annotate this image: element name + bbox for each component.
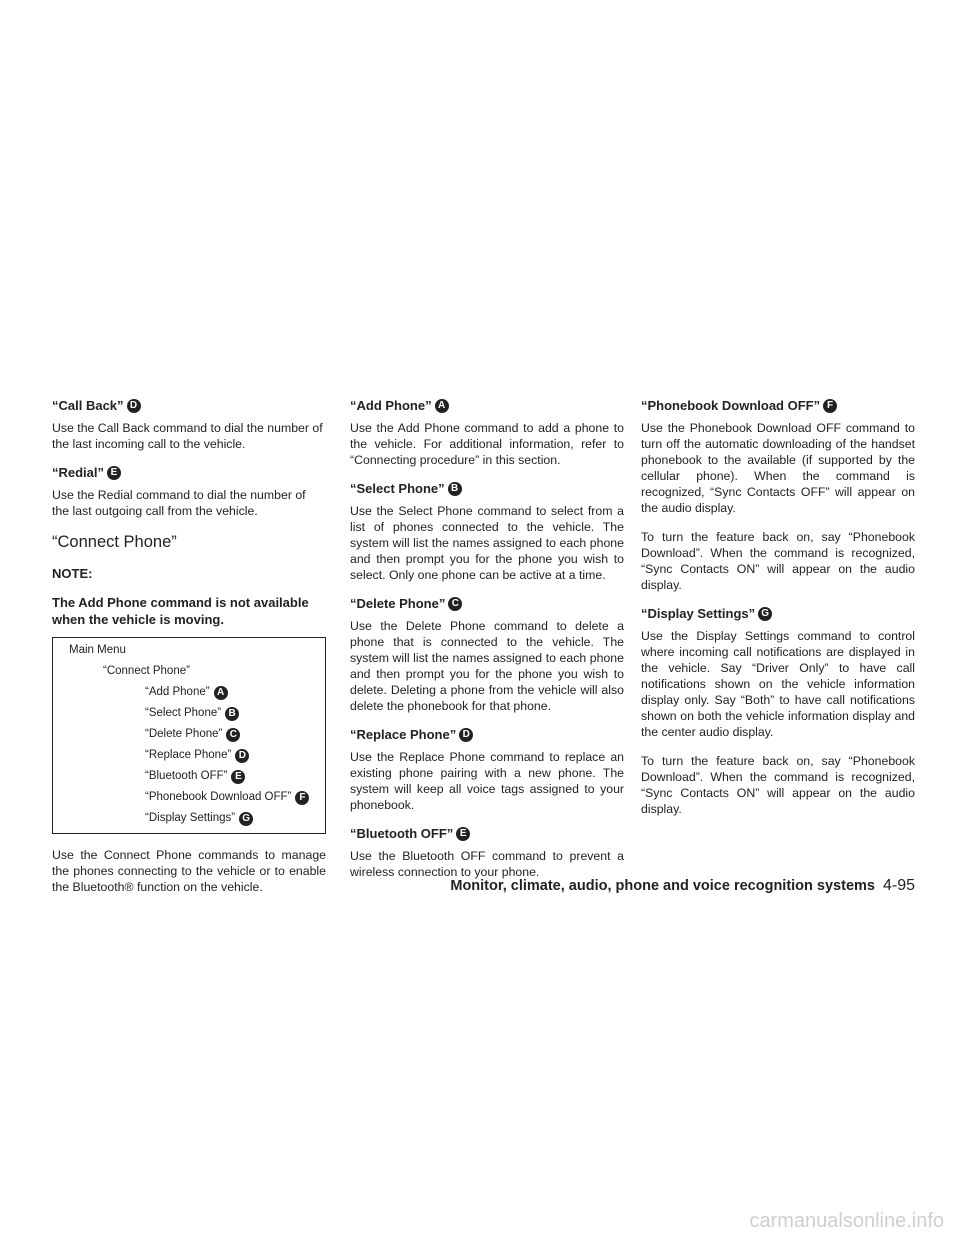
menu-item: “Select Phone” B	[69, 706, 325, 721]
menu-item: “Bluetooth OFF” E	[69, 769, 325, 784]
badge-f: F	[823, 399, 837, 413]
select-phone-text: Use the Select Phone command to select from a list of phones connected to the vehicle. The system will list the names assigned to each phone and then prompt you for the phone you wish to select. Only one phone can be active at a time.	[350, 504, 624, 582]
badge-e: E	[231, 770, 245, 784]
badge-f: F	[295, 791, 309, 805]
add-phone-text: Use the Add Phone command to add a phone to the vehicle. For additional information, refer to “Connecting procedure” in this section.	[350, 421, 624, 467]
menu-level1: “Connect Phone”	[103, 665, 190, 677]
redial-text: Use the Redial command to dial the number of the last outgoing call from the vehicle.	[52, 488, 306, 518]
menu-item: “Add Phone” A	[69, 685, 325, 700]
badge-c: C	[226, 728, 240, 742]
section-title: “Connect Phone”	[52, 533, 177, 551]
delete-phone-text: Use the Delete Phone command to delete a phone that is connected to the vehicle. The system will list the names assigned to each phone and then prompt you for the phone you wish to delete. Deleting a phone from the vehicle will also delete the phonebook for that phone.	[350, 619, 624, 713]
call-back-text: Use the Call Back command to dial the number of the last incoming call to the vehicle.	[52, 421, 323, 451]
page-footer	[425, 877, 915, 895]
menu-item: “Replace Phone” D	[69, 748, 325, 763]
call-back-heading: “Call Back” D	[52, 398, 326, 414]
badge-g: G	[239, 812, 253, 826]
badge-d: D	[459, 728, 473, 742]
menu-root: Main Menu	[69, 644, 126, 656]
page-number: 4-95	[882, 877, 915, 894]
bluetooth-off-text: Use the Bluetooth OFF command to prevent a wireless connection to your phone.	[350, 849, 624, 879]
bluetooth-off-heading: “Bluetooth OFF” E	[350, 826, 624, 842]
badge-a: A	[214, 686, 228, 700]
column-2	[350, 398, 624, 893]
badge-e: E	[107, 466, 121, 480]
note-label: NOTE:	[52, 566, 93, 581]
footer-chapter-title: Monitor, climate, audio, phone and voice recognition systems	[450, 878, 875, 894]
menu-tree-box	[52, 637, 326, 834]
delete-phone-heading: “Delete Phone” C	[350, 596, 624, 612]
replace-phone-text: Use the Replace Phone command to replace an existing phone pairing with a new phone. The system will keep all voice tags assigned to your phonebook.	[350, 750, 624, 812]
menu-item: “Phonebook Download OFF” F	[69, 790, 325, 805]
badge-b: B	[225, 707, 239, 721]
badge-g: G	[758, 607, 772, 621]
watermark: carmanualsonline.info	[749, 1210, 944, 1232]
select-phone-heading: “Select Phone” B	[350, 481, 624, 497]
phonebook-download-off-text: Use the Phonebook Download OFF command to turn off the automatic downloading of the handset phonebook to the available (if supported by the cellular phone). When the command is recognized, “Sync Contacts OFF” will appear on the audio display.	[641, 421, 915, 515]
menu-item: “Delete Phone” C	[69, 727, 325, 742]
column-3	[641, 398, 915, 830]
badge-c: C	[448, 597, 462, 611]
badge-e: E	[456, 827, 470, 841]
add-phone-heading: “Add Phone” A	[350, 398, 624, 414]
badge-a: A	[435, 399, 449, 413]
connect-text: Use the Connect Phone commands to manage the phones connecting to the vehicle or to enable the Bluetooth® function on the vehicle.	[52, 848, 326, 894]
badge-d: D	[235, 749, 249, 763]
badge-d: D	[127, 399, 141, 413]
column-1	[52, 398, 326, 908]
menu-item: “Display Settings” G	[69, 811, 325, 826]
display-settings-text-2: To turn the feature back on, say “Phonebook Download”. When the command is recognized, “Sync Contacts ON” will appear on the audio display.	[641, 754, 915, 816]
display-settings-heading: “Display Settings” G	[641, 606, 915, 622]
note-text: The Add Phone command is not available when the vehicle is moving.	[52, 595, 309, 627]
phonebook-download-off-text-2: To turn the feature back on, say “Phonebook Download”. When the command is recognized, “Sync Contacts ON” will appear on the audio display.	[641, 530, 915, 592]
replace-phone-heading: “Replace Phone” D	[350, 727, 624, 743]
badge-b: B	[448, 482, 462, 496]
phonebook-download-off-heading: “Phonebook Download OFF” F	[641, 398, 915, 414]
display-settings-text: Use the Display Settings command to control where incoming call notifications are displayed in the vehicle. Say “Driver Only” to have call notifications shown on the vehicle information display only. Say “Both” to have call notifications shown on both the vehicle information display and the center audio display.	[641, 629, 915, 739]
redial-heading: “Redial” E	[52, 465, 326, 481]
